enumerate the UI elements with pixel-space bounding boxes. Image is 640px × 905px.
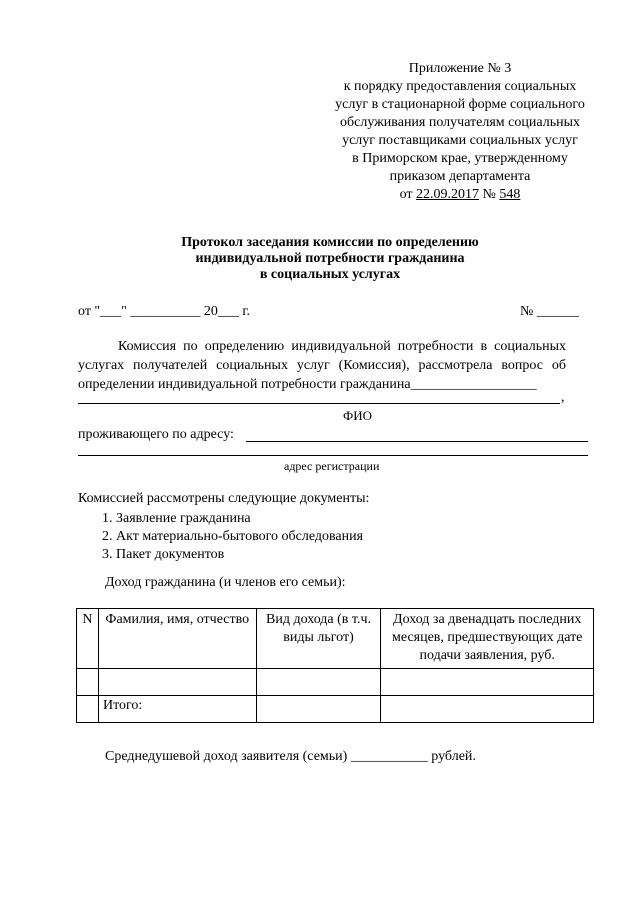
documents-list xyxy=(78,510,369,564)
list-item: 1. Заявление гражданина xyxy=(116,510,369,528)
table-header-row xyxy=(77,609,594,669)
total-label: Итого: xyxy=(98,696,256,723)
documents-heading: Комиссией рассмотрены следующие документы: xyxy=(78,491,370,506)
table-cell[interactable] xyxy=(77,669,99,696)
intro-line: Комиссия по определению индивидуальной потребности в социальных xyxy=(118,339,566,354)
protocol-date-field: от "___" __________ 20___ г. xyxy=(78,304,251,319)
appendix-line: услуг поставщиками социальных услуг xyxy=(342,133,578,148)
fio-comma: , xyxy=(561,390,565,405)
intro-line: услугах получателей социальных услуг (Комиссия), рассмотрела вопрос об xyxy=(78,358,566,373)
list-item: 3. Пакет документов xyxy=(116,546,369,564)
documents-section xyxy=(78,490,369,564)
document-title xyxy=(130,235,530,283)
fio-underline xyxy=(78,403,560,404)
table-cell xyxy=(77,696,99,723)
table-row xyxy=(77,669,594,696)
title-line: индивидуальной потребности гражданина xyxy=(195,251,465,266)
table-cell[interactable] xyxy=(381,669,594,696)
title-line: в социальных услугах xyxy=(259,267,401,282)
intro-paragraph xyxy=(78,337,566,394)
column-header-name: Фамилия, имя, отчество xyxy=(98,609,256,669)
order-prefix: от xyxy=(399,187,413,202)
income-heading: Доход гражданина (и членов его семьи): xyxy=(105,575,346,590)
table-cell[interactable] xyxy=(256,696,381,723)
table-cell[interactable] xyxy=(256,669,381,696)
intro-line: определении индивидуальной потребности гражданина__________________ xyxy=(78,377,537,392)
title-line: Протокол заседания комиссии по определению xyxy=(181,235,479,250)
table-cell[interactable] xyxy=(381,696,594,723)
average-income-line: Среднедушевой доход заявителя (семьи) ___________ рублей. xyxy=(105,749,476,764)
column-header-income-type: Вид дохода (в т.ч. виды льгот) xyxy=(256,609,381,669)
column-header-income-amount: Доход за двенадцать последних месяцев, предшествующих дате подачи заявления, руб. xyxy=(381,609,594,669)
appendix-number: Приложение № 3 xyxy=(408,61,512,76)
list-item: 2. Акт материально-бытового обследования xyxy=(116,528,369,546)
order-number-sign: № xyxy=(482,187,496,202)
appendix-line: к порядку предоставления социальных xyxy=(343,79,577,94)
column-header-number: N xyxy=(77,609,99,669)
order-number: 548 xyxy=(499,187,521,202)
registration-caption: адрес регистрации xyxy=(284,459,380,473)
address-underline-2 xyxy=(78,455,588,456)
appendix-block xyxy=(300,60,620,204)
appendix-line: услуг в стационарной форме социального xyxy=(335,97,585,112)
table-total-row xyxy=(77,696,594,723)
appendix-line: в Приморском крае, утвержденному xyxy=(352,151,568,166)
appendix-line: обслуживания получателям социальных xyxy=(340,115,580,130)
appendix-line: приказом департамента xyxy=(389,169,531,184)
protocol-number-field: № ______ xyxy=(520,304,579,319)
fio-caption: ФИО xyxy=(343,408,373,423)
table-cell[interactable] xyxy=(98,669,256,696)
address-underline xyxy=(246,441,588,442)
order-date: 22.09.2017 xyxy=(416,187,480,202)
appendix-order-line xyxy=(300,186,620,204)
income-table xyxy=(76,608,594,723)
address-label: проживающего по адресу: xyxy=(78,427,234,442)
